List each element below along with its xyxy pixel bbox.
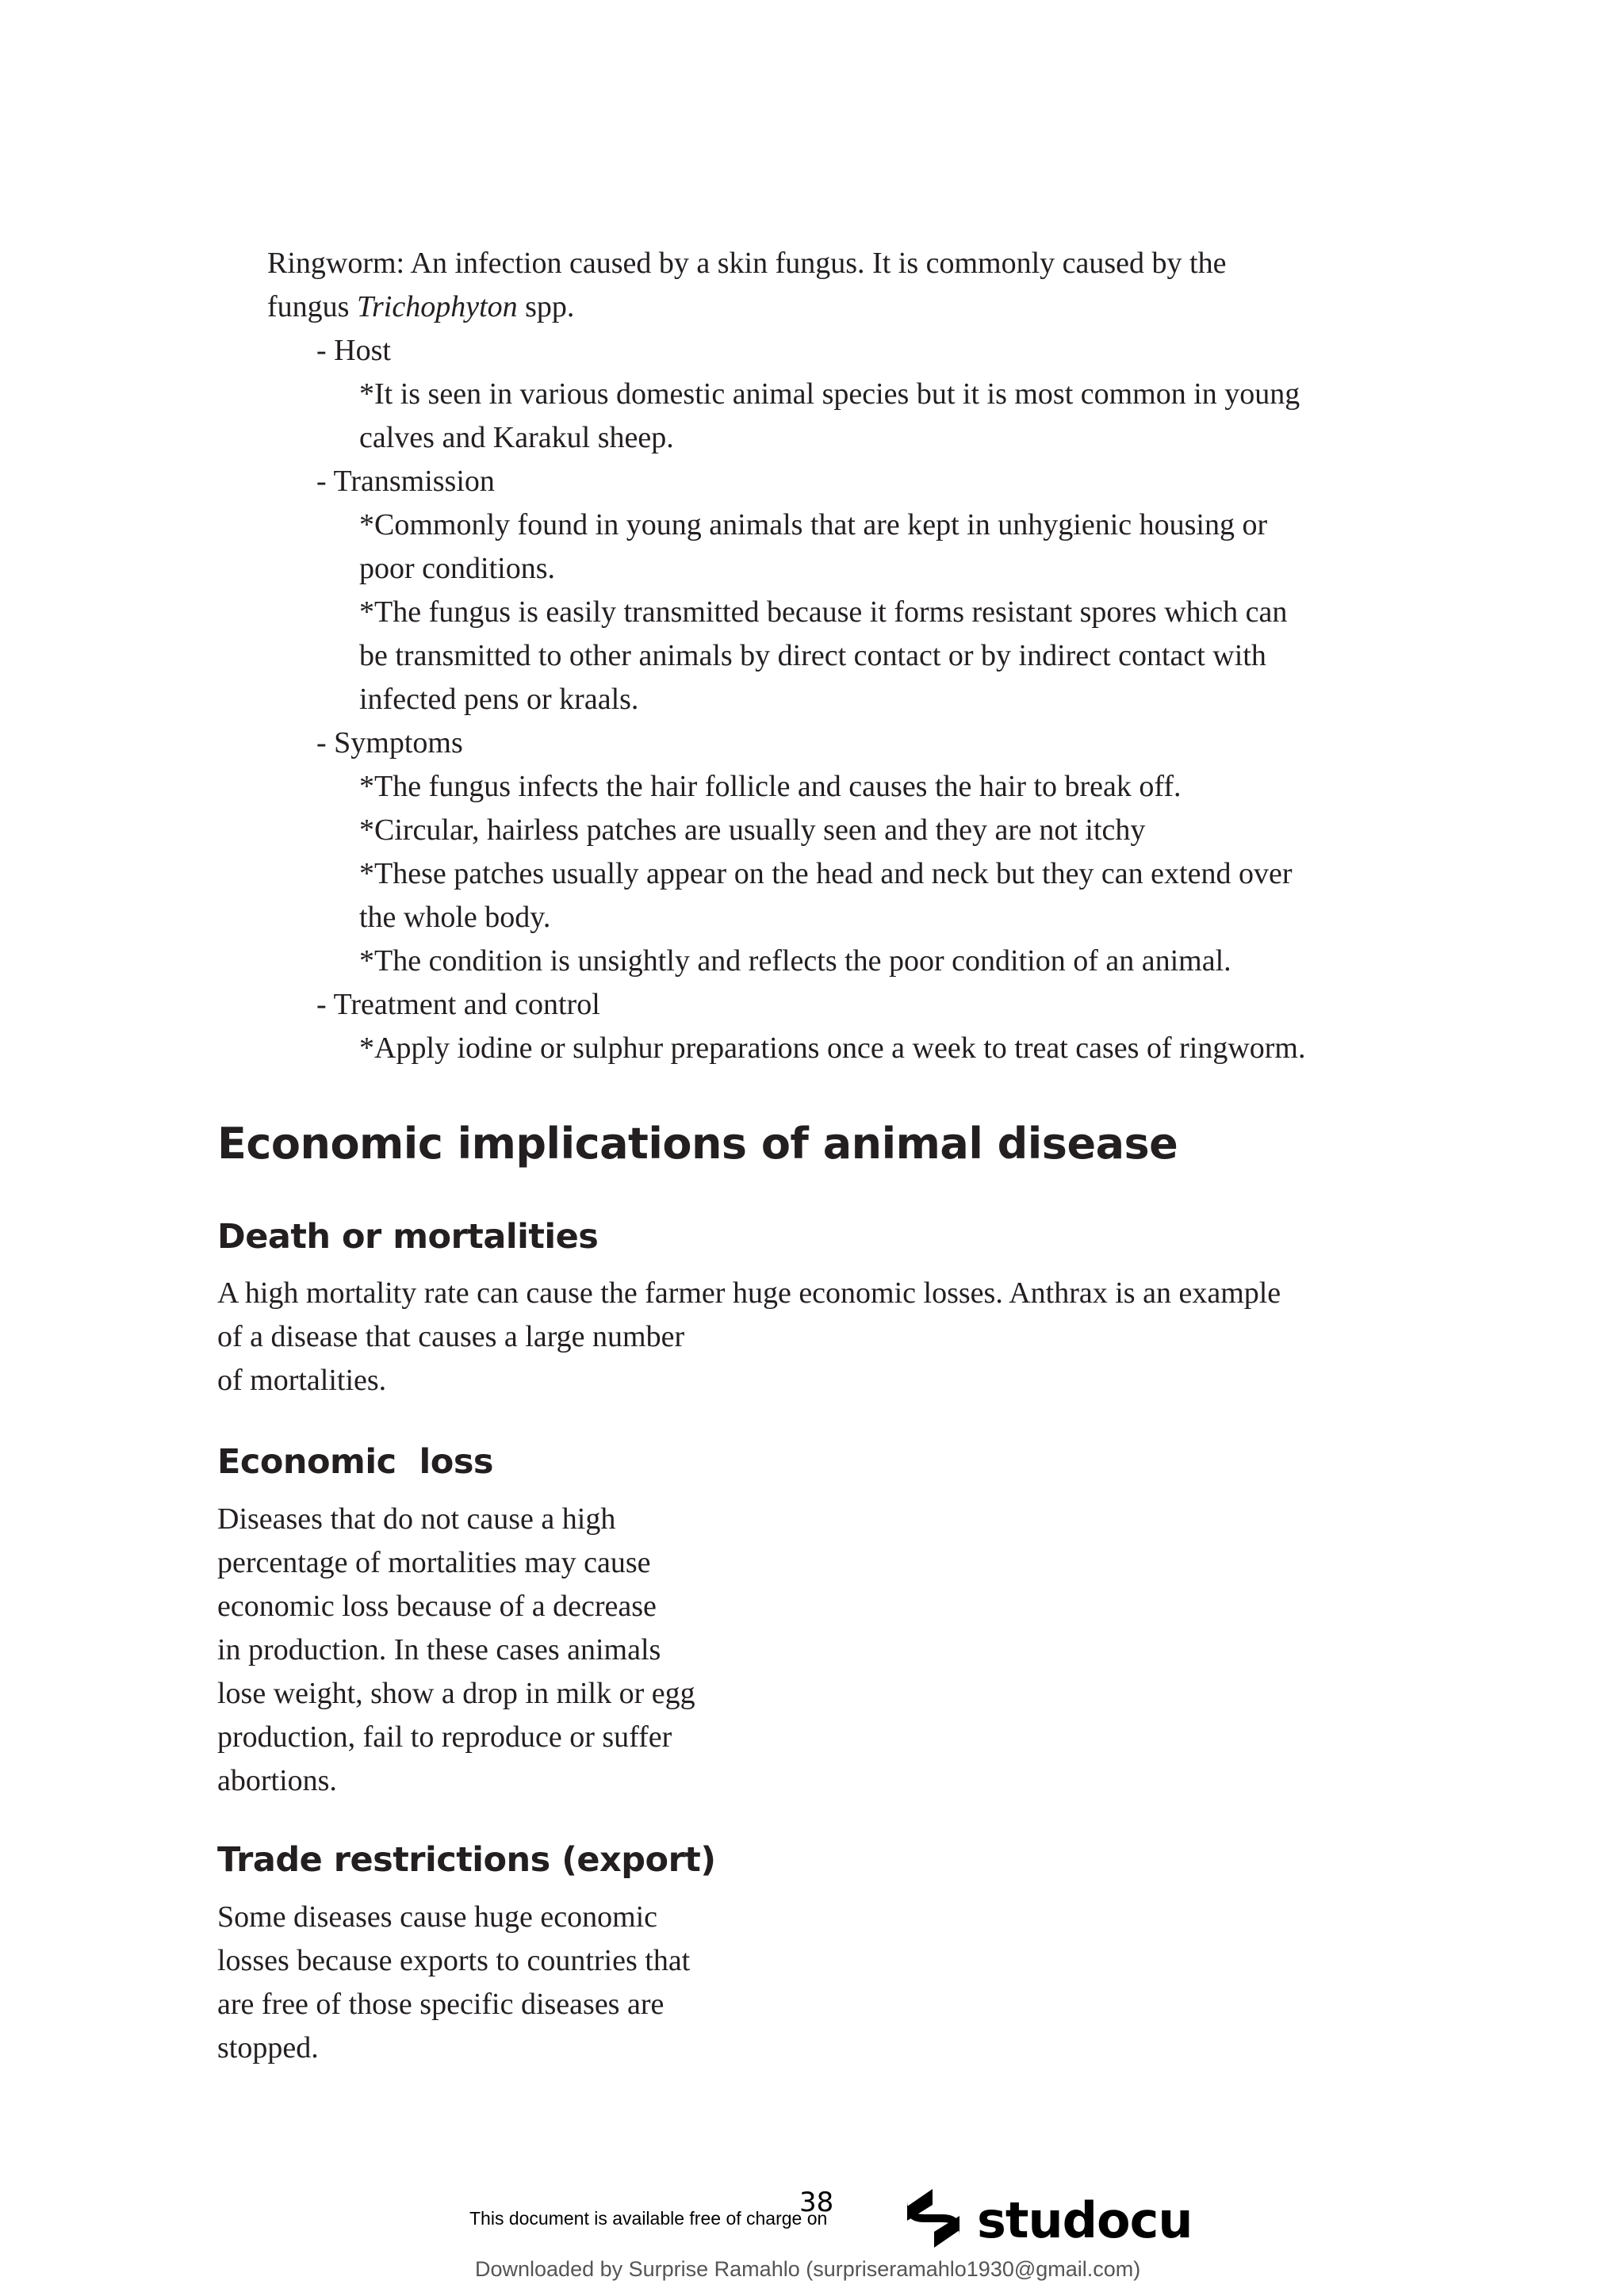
paragraph-line: production, fail to reproduce or suffer (217, 1720, 672, 1754)
studocu-logo-icon (901, 2186, 966, 2255)
transmission-heading: - Transmission (316, 465, 495, 498)
paragraph-line: Some diseases cause huge economic (217, 1900, 658, 1934)
host-point: *It is seen in various domestic animal species but it is most common in young (359, 377, 1300, 411)
brand-name: studocu (977, 2191, 1193, 2249)
death-heading: Death or mortalities (217, 1217, 599, 1257)
paragraph-line: losses because exports to countries that (217, 1944, 691, 1977)
studocu-logo-link[interactable] (901, 2186, 1193, 2255)
host-heading: - Host (316, 334, 391, 367)
paragraph-line: stopped. (217, 2031, 319, 2064)
symptom-point: *The fungus infects the hair follicle and causes the hair to break off. (359, 770, 1182, 803)
transmission-point: infected pens or kraals. (359, 683, 639, 716)
ringworm-section (267, 242, 1305, 1070)
intro-text: fungus (267, 290, 357, 323)
paragraph-line: Diseases that do not cause a high (217, 1502, 616, 1536)
ringworm-intro-line: Ringworm: An infection caused by a skin fungus. It is commonly caused by the (267, 247, 1227, 280)
transmission-point: poor conditions. (359, 552, 555, 585)
paragraph-line: lose weight, show a drop in milk or egg (217, 1677, 695, 1710)
economic-loss-paragraph (217, 1498, 695, 1803)
economic-loss-heading: Economic loss (217, 1442, 494, 1482)
symptom-point: *The condition is unsightly and reflects the poor condition of an animal. (359, 944, 1231, 978)
ringworm-intro-line (267, 285, 1305, 329)
treatment-heading: - Treatment and control (316, 988, 600, 1021)
section-title: Economic implications of animal disease (217, 1119, 1178, 1169)
paragraph-line: of mortalities. (217, 1364, 387, 1397)
trade-restrictions-paragraph (217, 1896, 690, 2070)
treatment-point: *Apply iodine or sulphur preparations once a week to treat cases of ringworm. (359, 1031, 1306, 1065)
download-note: Downloaded by Surprise Ramahlo (surpriseramahlo1930@gmail.com) (475, 2257, 1141, 2281)
symptom-point: *These patches usually appear on the head and neck but they can extend over (359, 857, 1293, 890)
transmission-point: be transmitted to other animals by direct contact or by indirect contact with (359, 639, 1266, 672)
host-point: calves and Karakul sheep. (359, 421, 674, 454)
paragraph-line: percentage of mortalities may cause (217, 1546, 651, 1579)
availability-note: This document is available free of charge on (469, 2208, 828, 2229)
paragraph-line: economic loss because of a decrease (217, 1590, 657, 1623)
transmission-point: *The fungus is easily transmitted because it forms resistant spores which can (359, 595, 1288, 629)
paragraph-line: of a disease that causes a large number (217, 1320, 685, 1353)
symptom-point: *Circular, hairless patches are usually seen and they are not itchy (359, 813, 1146, 847)
transmission-point: *Commonly found in young animals that are kept in unhygienic housing or (359, 508, 1268, 541)
paragraph-line: are free of those specific diseases are (217, 1988, 665, 2021)
genus-name: Trichophyton (356, 290, 518, 323)
symptoms-heading: - Symptoms (316, 726, 463, 760)
paragraph-line: in production. In these cases animals (217, 1633, 661, 1667)
symptom-point: the whole body. (359, 901, 551, 934)
trade-restrictions-heading: Trade restrictions (export) (217, 1840, 716, 1880)
paragraph-line: abortions. (217, 1764, 337, 1797)
death-paragraph (217, 1272, 1281, 1402)
paragraph-line: A high mortality rate can cause the farmer huge economic losses. Anthrax is an example (217, 1276, 1281, 1310)
page-number: 38 (799, 2187, 834, 2218)
intro-text: spp. (517, 290, 575, 323)
